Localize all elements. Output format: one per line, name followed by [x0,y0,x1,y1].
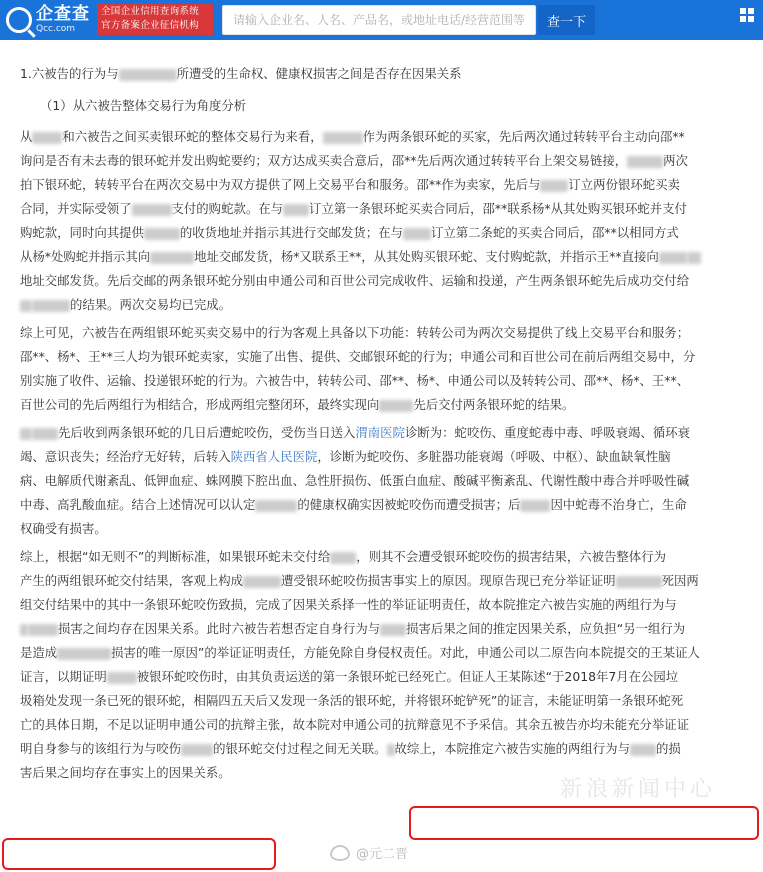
document-text: 被银环蛇咬伤时，由其负责运送的第一条银环蛇已经死亡。但证人王某陈述“于2018年7月在公园垃 [136,669,679,684]
document-line [20,373,689,389]
document-text: 圾箱处发现一条已死的银环蛇，相隔四五天后又发现一条活的银环蛇，并将银环蛇铲死”的证言，未能证明第一条银环蛇死 [20,693,684,708]
redacted-name-blur [32,132,62,144]
document-text: 损害的唯一原因”的举证证明责任，方能免除自身侵权责任。对此，申通公司以二原告向本院提交的王某证人 [111,645,700,660]
logo-chinese-name: 企查查 [36,4,90,24]
document-text: 支付的购蛇款。在与 [171,201,284,216]
document-text: 订立两份银环蛇买卖 [568,177,680,192]
redacted-name-blur [687,252,701,264]
document-line [20,621,685,637]
document-line [20,397,574,413]
redacted-name-blur [520,500,550,512]
document-line [20,521,107,537]
document-text: 死因两 [661,573,699,588]
document-text: 综上可见，六被告在两组银环蛇买卖交易中的行为客观上具备以下功能：转转公司为两次交易提供了线上交易平台和服务； [20,325,690,340]
document-text: （1）从六被告整体交易行为角度分析 [40,98,247,113]
document-text: 的收货地址并指示其进行交邮发货；在与 [179,225,403,240]
document-line [20,765,231,781]
document-text: 拍下银环蛇，转转平台在两次交易中为双方提供了网上交易平台和服务。邵**作为卖家，先后与 [20,177,541,192]
document-text: 1.六被告的行为与 [20,66,119,81]
qcc-logo[interactable] [6,4,94,34]
document-text: 所遭受的生命权、健康权损害之间是否存在因果关系 [176,66,462,81]
document-line [20,153,688,169]
badge-line-2: 官方备案企业征信机构 [101,20,200,31]
document-text: 购蛇款，同时向其提供 [20,225,144,240]
redacted-name-blur [57,648,111,660]
logo-domain: Qcc.com [36,24,76,34]
document-text: 的损 [655,741,681,756]
document-text: 两次 [663,153,688,168]
document-text: 诊断为：蛇咬伤、重度蛇毒中毒、呼吸衰竭、循环衰 [404,425,690,440]
document-text: 竭、意识丧失；经治疗无好转，后转入 [20,449,231,464]
document-line [20,325,689,341]
redacted-name-blur [181,744,213,756]
document-text: 询问是否有未去毒的银环蛇并发出购蛇要约；双方达成买卖合意后，邵**先后两次通过转转平台上架交易链接， [20,153,628,168]
app-grid-icon[interactable] [740,8,758,30]
document-text: 先后交付两条银环蛇的结果。 [413,397,575,412]
document-line [20,597,677,613]
redacted-name-blur [387,744,395,756]
document-text: 从杨*处购蛇并指示其向 [20,249,151,264]
redacted-name-blur [540,180,568,192]
document-text: ，则其不会遭受银环蛇咬伤的损害结果，六被告整体行为 [356,549,666,564]
document-text: 遭受银环蛇咬伤损害事实上的原因。现原告现已充分举证证明 [281,573,616,588]
document-text: 是造成 [20,645,58,660]
redacted-name-blur [150,252,194,264]
document-text: 的结果。两次交易均已完成。 [70,297,232,312]
document-text: 从 [20,129,33,144]
document-line [20,129,685,145]
document-line [20,717,689,733]
weibo-icon [330,845,350,861]
document-text: 邵**、杨*、王**三人均为银环蛇卖家，实施了出售、提供、交邮银环蛇的行为；申通公司和百世公司在前后两组交易中，分 [20,349,696,364]
magnifier-logo-icon [6,7,32,33]
redacted-name-blur [32,300,70,312]
search-button[interactable]: 查一下 [538,5,595,35]
redacted-name-blur [20,300,32,312]
document-text: 百世公司的先后两组行为相结合，形成两组完整闭环，最终实现向 [20,397,380,412]
document-text: 的银环蛇交付过程之间无关联。 [213,741,387,756]
redacted-name-blur [283,204,309,216]
redacted-name-blur [243,576,281,588]
document-line [20,297,231,313]
highlight-box-conclusion-start [409,806,759,840]
document-line [20,549,666,565]
official-badge [97,4,213,35]
document-line [40,98,246,114]
document-text: 损害后果之间的推定因果关系，应负担“另一组行为 [406,621,686,636]
faint-watermark: 新浪新闻中心 [560,777,717,802]
document-text: 明自身参与的该组行为与咬伤 [20,741,182,756]
redacted-name-blur [20,428,32,440]
document-text: 作为两条银环蛇的买家，先后两次通过转转平台主动向邵** [362,129,685,144]
document-line [20,249,701,265]
redacted-name-blur [132,204,172,216]
document-line [20,573,699,589]
redacted-name-blur [28,624,58,636]
redacted-name-blur [323,132,363,144]
document-text: 损害之间均存在因果关系。此时六被告若想否定自身行为与 [58,621,381,636]
document-line [20,201,687,217]
document-text: 地址交邮发货。先后交邮的两条银环蛇分别由申通公司和百世公司完成收件、运输和投递，产生两条银环蛇先后成功交付给 [20,273,690,288]
document-text: 合同，并实际受领了 [20,201,132,216]
document-text: 别实施了收件、运输、投递银环蛇的行为。六被告中，转转公司、邵**、杨*、申通公司以及转转公司、邵**、杨*、王**、 [20,373,690,388]
redacted-name-blur [616,576,662,588]
document-text: 证言，以期证明 [20,669,107,684]
document-text: 故综上，本院推定六被告实施的两组行为与 [394,741,630,756]
document-text: 害后果之间均存在事实上的因果关系。 [20,765,231,780]
document-text: 因中蛇毒不治身亡，生命 [550,497,687,512]
document-line [20,425,690,441]
redacted-name-blur [380,624,406,636]
redacted-name-blur [144,228,180,240]
document-text: 产生的两组银环蛇交付结果，客观上构成 [20,573,244,588]
document-line [20,669,678,685]
document-line [20,66,462,82]
redacted-name-blur [32,428,58,440]
document-line [20,497,687,513]
redacted-name-blur [107,672,137,684]
document-text: 订立第一条银环蛇买卖合同后，邵**联系杨*从其处购买银环蛇并支付 [309,201,687,216]
document-text: 和六被告之间买卖银环蛇的整体交易行为来看， [62,129,323,144]
search-input[interactable] [222,5,536,35]
document-line [20,473,689,489]
document-line [20,177,680,193]
judgment-document [0,40,763,872]
document-line [20,645,700,661]
document-text: 病、电解质代谢紊乱、低钾血症、蛛网膜下腔出血、急性肝损伤、低蛋白血症、酸碱平衡紊乱、代谢性酸中毒合并呼吸性碱 [20,473,690,488]
redacted-name-blur [255,500,297,512]
hospital-link[interactable]: 陕西省人民医院 [230,449,318,464]
redacted-name-blur [330,552,356,564]
redacted-name-blur [119,69,177,81]
redacted-name-blur [659,252,687,264]
watermark-text: @元二晋 [356,847,409,862]
badge-line-1: 全国企业信用查询系统 [101,6,200,17]
redacted-name-blur [403,228,431,240]
weibo-watermark [330,843,408,862]
document-text: 权确受有损害。 [20,521,107,536]
document-text: 综上，根据“如无则不”的判断标准，如果银环蛇未交付给 [20,549,331,564]
document-line [20,273,689,289]
document-text: 地址交邮发货，杨*又联系王**，从其处购买银环蛇、支付购蛇款，并指示王**直接向 [194,249,659,264]
document-line [20,349,695,365]
document-text: 订立第二条蛇的买卖合同后，邵**以相同方式 [430,225,679,240]
document-text: 先后收到两条银环蛇的几日后遭蛇咬伤，受伤当日送入 [58,425,356,440]
document-text: 中毒、高乳酸血症。结合上述情况可以认定 [20,497,256,512]
hospital-link[interactable]: 渭南医院 [355,425,405,440]
header-bar [0,0,763,40]
document-line [20,225,679,241]
redacted-name-blur [379,400,413,412]
redacted-name-blur [20,624,28,636]
document-line [20,741,681,757]
document-line [20,449,671,465]
document-text: 的健康权确实因被蛇咬伤而遭受损害；后 [297,497,521,512]
document-text: 组交付结果中的其中一条银环蛇咬伤致损，完成了因果关系择一性的举证证明责任，故本院推定六被告实施的两组行为与 [20,597,677,612]
redacted-name-blur [627,156,663,168]
document-text: ，诊断为蛇咬伤、多脏器功能衰竭（呼吸、中枢）、缺血缺氧性脑 [317,449,671,464]
document-text: 亡的具体日期，不足以证明申通公司的抗辩主张，故本院对申通公司的抗辩意见不予采信。其余五被告亦均未能充分举证证 [20,717,690,732]
document-line [20,693,683,709]
redacted-name-blur [630,744,656,756]
highlight-box-conclusion-end [2,838,276,870]
